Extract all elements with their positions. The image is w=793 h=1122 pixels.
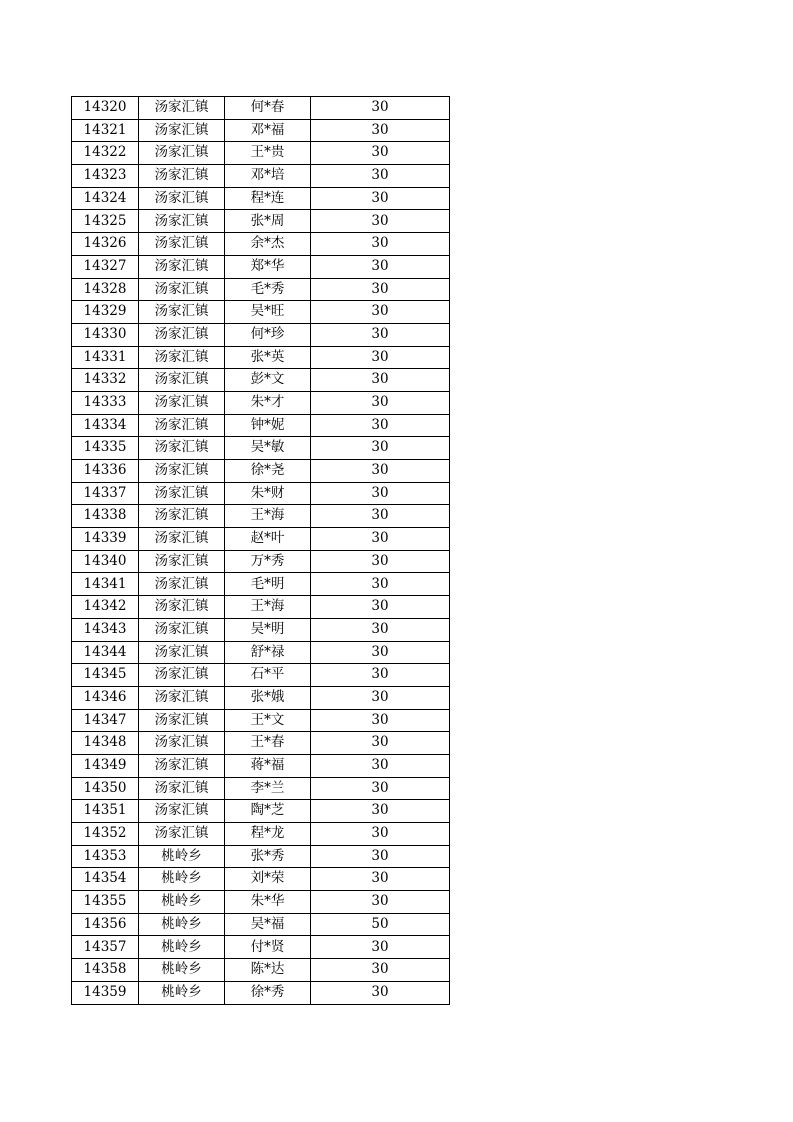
row-number-cell: 14357 — [72, 936, 139, 959]
row-number-cell: 14330 — [72, 323, 139, 346]
table-row — [72, 301, 450, 324]
township-cell: 汤家汇镇 — [139, 255, 225, 278]
table-row — [72, 686, 450, 709]
amount-cell: 30 — [311, 550, 450, 573]
amount-cell: 30 — [311, 391, 450, 414]
row-number-cell: 14323 — [72, 165, 139, 188]
table-row — [72, 573, 450, 596]
table-row — [72, 664, 450, 687]
table-row — [72, 754, 450, 777]
table-row — [72, 210, 450, 233]
table-row — [72, 505, 450, 528]
row-number-cell: 14328 — [72, 278, 139, 301]
name-cell: 李*兰 — [225, 777, 311, 800]
name-cell: 徐*秀 — [225, 981, 311, 1004]
row-number-cell: 14355 — [72, 891, 139, 914]
table-row — [72, 369, 450, 392]
table-row — [72, 255, 450, 278]
row-number-cell: 14346 — [72, 686, 139, 709]
name-cell: 张*秀 — [225, 845, 311, 868]
township-cell: 汤家汇镇 — [139, 618, 225, 641]
row-number-cell: 14358 — [72, 959, 139, 982]
row-number-cell: 14354 — [72, 868, 139, 891]
township-cell: 汤家汇镇 — [139, 323, 225, 346]
amount-cell: 30 — [311, 845, 450, 868]
township-cell: 汤家汇镇 — [139, 709, 225, 732]
amount-cell: 30 — [311, 641, 450, 664]
row-number-cell: 14332 — [72, 369, 139, 392]
row-number-cell: 14356 — [72, 913, 139, 936]
row-number-cell: 14321 — [72, 119, 139, 142]
table-row — [72, 437, 450, 460]
amount-cell: 30 — [311, 936, 450, 959]
table-row — [72, 618, 450, 641]
amount-cell: 30 — [311, 97, 450, 120]
township-cell: 汤家汇镇 — [139, 346, 225, 369]
amount-cell: 30 — [311, 732, 450, 755]
amount-cell: 30 — [311, 664, 450, 687]
township-cell: 汤家汇镇 — [139, 119, 225, 142]
amount-cell: 30 — [311, 210, 450, 233]
name-cell: 王*文 — [225, 709, 311, 732]
name-cell: 钟*妮 — [225, 414, 311, 437]
amount-cell: 30 — [311, 460, 450, 483]
township-cell: 汤家汇镇 — [139, 460, 225, 483]
township-cell: 汤家汇镇 — [139, 596, 225, 619]
table-row — [72, 119, 450, 142]
row-number-cell: 14342 — [72, 596, 139, 619]
amount-cell: 30 — [311, 528, 450, 551]
amount-cell: 30 — [311, 414, 450, 437]
amount-cell: 30 — [311, 596, 450, 619]
township-cell: 汤家汇镇 — [139, 573, 225, 596]
name-cell: 吴*明 — [225, 618, 311, 641]
row-number-cell: 14322 — [72, 142, 139, 165]
amount-cell: 30 — [311, 323, 450, 346]
name-cell: 付*贤 — [225, 936, 311, 959]
name-cell: 郑*华 — [225, 255, 311, 278]
row-number-cell: 14324 — [72, 187, 139, 210]
township-cell: 桃岭乡 — [139, 845, 225, 868]
amount-cell: 30 — [311, 573, 450, 596]
amount-cell: 50 — [311, 913, 450, 936]
township-cell: 桃岭乡 — [139, 981, 225, 1004]
amount-cell: 30 — [311, 618, 450, 641]
row-number-cell: 14331 — [72, 346, 139, 369]
table-row — [72, 528, 450, 551]
table-row — [72, 845, 450, 868]
name-cell: 王*海 — [225, 505, 311, 528]
township-cell: 汤家汇镇 — [139, 823, 225, 846]
name-cell: 邓*福 — [225, 119, 311, 142]
name-cell: 王*海 — [225, 596, 311, 619]
township-cell: 汤家汇镇 — [139, 800, 225, 823]
name-cell: 何*春 — [225, 97, 311, 120]
row-number-cell: 14326 — [72, 233, 139, 256]
township-cell: 汤家汇镇 — [139, 391, 225, 414]
amount-cell: 30 — [311, 891, 450, 914]
township-cell: 汤家汇镇 — [139, 528, 225, 551]
name-cell: 王*春 — [225, 732, 311, 755]
table-row — [72, 165, 450, 188]
row-number-cell: 14348 — [72, 732, 139, 755]
township-cell: 汤家汇镇 — [139, 437, 225, 460]
township-cell: 汤家汇镇 — [139, 414, 225, 437]
table-row — [72, 550, 450, 573]
amount-cell: 30 — [311, 187, 450, 210]
township-cell: 桃岭乡 — [139, 868, 225, 891]
amount-cell: 30 — [311, 346, 450, 369]
name-cell: 吴*旺 — [225, 301, 311, 324]
amount-cell: 30 — [311, 119, 450, 142]
name-cell: 吴*敏 — [225, 437, 311, 460]
table-row — [72, 346, 450, 369]
township-cell: 汤家汇镇 — [139, 550, 225, 573]
name-cell: 张*周 — [225, 210, 311, 233]
name-cell: 邓*培 — [225, 165, 311, 188]
row-number-cell: 14347 — [72, 709, 139, 732]
row-number-cell: 14353 — [72, 845, 139, 868]
row-number-cell: 14325 — [72, 210, 139, 233]
table-row — [72, 233, 450, 256]
row-number-cell: 14343 — [72, 618, 139, 641]
row-number-cell: 14338 — [72, 505, 139, 528]
row-number-cell: 14351 — [72, 800, 139, 823]
row-number-cell: 14333 — [72, 391, 139, 414]
row-number-cell: 14320 — [72, 97, 139, 120]
table-row — [72, 142, 450, 165]
table-row — [72, 482, 450, 505]
table-row — [72, 732, 450, 755]
table-row — [72, 278, 450, 301]
name-cell: 万*秀 — [225, 550, 311, 573]
row-number-cell: 14327 — [72, 255, 139, 278]
amount-cell: 30 — [311, 959, 450, 982]
name-cell: 王*贵 — [225, 142, 311, 165]
amount-cell: 30 — [311, 709, 450, 732]
table-row — [72, 641, 450, 664]
name-cell: 张*英 — [225, 346, 311, 369]
name-cell: 余*杰 — [225, 233, 311, 256]
name-cell: 朱*财 — [225, 482, 311, 505]
name-cell: 程*龙 — [225, 823, 311, 846]
row-number-cell: 14340 — [72, 550, 139, 573]
township-cell: 汤家汇镇 — [139, 777, 225, 800]
data-table — [71, 96, 450, 1005]
amount-cell: 30 — [311, 505, 450, 528]
row-number-cell: 14344 — [72, 641, 139, 664]
amount-cell: 30 — [311, 686, 450, 709]
amount-cell: 30 — [311, 823, 450, 846]
table-row — [72, 891, 450, 914]
name-cell: 张*娥 — [225, 686, 311, 709]
amount-cell: 30 — [311, 278, 450, 301]
name-cell: 赵*叶 — [225, 528, 311, 551]
amount-cell: 30 — [311, 437, 450, 460]
row-number-cell: 14329 — [72, 301, 139, 324]
township-cell: 汤家汇镇 — [139, 210, 225, 233]
township-cell: 桃岭乡 — [139, 936, 225, 959]
row-number-cell: 14352 — [72, 823, 139, 846]
name-cell: 蒋*福 — [225, 754, 311, 777]
row-number-cell: 14336 — [72, 460, 139, 483]
name-cell: 彭*文 — [225, 369, 311, 392]
name-cell: 陶*芝 — [225, 800, 311, 823]
township-cell: 桃岭乡 — [139, 959, 225, 982]
amount-cell: 30 — [311, 255, 450, 278]
amount-cell: 30 — [311, 369, 450, 392]
township-cell: 汤家汇镇 — [139, 482, 225, 505]
name-cell: 徐*尧 — [225, 460, 311, 483]
township-cell: 汤家汇镇 — [139, 165, 225, 188]
name-cell: 朱*才 — [225, 391, 311, 414]
township-cell: 汤家汇镇 — [139, 278, 225, 301]
row-number-cell: 14334 — [72, 414, 139, 437]
amount-cell: 30 — [311, 142, 450, 165]
township-cell: 汤家汇镇 — [139, 369, 225, 392]
name-cell: 毛*秀 — [225, 278, 311, 301]
name-cell: 程*连 — [225, 187, 311, 210]
township-cell: 桃岭乡 — [139, 891, 225, 914]
name-cell: 何*珍 — [225, 323, 311, 346]
table-row — [72, 460, 450, 483]
table-body — [72, 97, 450, 1005]
township-cell: 汤家汇镇 — [139, 505, 225, 528]
township-cell: 汤家汇镇 — [139, 732, 225, 755]
township-cell: 汤家汇镇 — [139, 664, 225, 687]
table-row — [72, 959, 450, 982]
table-row — [72, 823, 450, 846]
table-row — [72, 391, 450, 414]
amount-cell: 30 — [311, 981, 450, 1004]
table-row — [72, 709, 450, 732]
amount-cell: 30 — [311, 777, 450, 800]
name-cell: 舒*禄 — [225, 641, 311, 664]
table-row — [72, 981, 450, 1004]
row-number-cell: 14335 — [72, 437, 139, 460]
township-cell: 汤家汇镇 — [139, 754, 225, 777]
township-cell: 汤家汇镇 — [139, 97, 225, 120]
amount-cell: 30 — [311, 754, 450, 777]
table-row — [72, 777, 450, 800]
row-number-cell: 14350 — [72, 777, 139, 800]
table-row — [72, 596, 450, 619]
row-number-cell: 14345 — [72, 664, 139, 687]
amount-cell: 30 — [311, 301, 450, 324]
township-cell: 汤家汇镇 — [139, 142, 225, 165]
table-row — [72, 414, 450, 437]
township-cell: 汤家汇镇 — [139, 686, 225, 709]
row-number-cell: 14339 — [72, 528, 139, 551]
township-cell: 汤家汇镇 — [139, 233, 225, 256]
name-cell: 陈*达 — [225, 959, 311, 982]
name-cell: 石*平 — [225, 664, 311, 687]
table-row — [72, 936, 450, 959]
township-cell: 汤家汇镇 — [139, 187, 225, 210]
name-cell: 朱*华 — [225, 891, 311, 914]
table-row — [72, 97, 450, 120]
name-cell: 吴*福 — [225, 913, 311, 936]
row-number-cell: 14337 — [72, 482, 139, 505]
table-row — [72, 187, 450, 210]
table-row — [72, 800, 450, 823]
amount-cell: 30 — [311, 800, 450, 823]
amount-cell: 30 — [311, 868, 450, 891]
table-row — [72, 868, 450, 891]
row-number-cell: 14341 — [72, 573, 139, 596]
amount-cell: 30 — [311, 233, 450, 256]
row-number-cell: 14349 — [72, 754, 139, 777]
township-cell: 汤家汇镇 — [139, 641, 225, 664]
name-cell: 刘*荣 — [225, 868, 311, 891]
township-cell: 桃岭乡 — [139, 913, 225, 936]
amount-cell: 30 — [311, 482, 450, 505]
township-cell: 汤家汇镇 — [139, 301, 225, 324]
table-row — [72, 913, 450, 936]
table-row — [72, 323, 450, 346]
amount-cell: 30 — [311, 165, 450, 188]
row-number-cell: 14359 — [72, 981, 139, 1004]
name-cell: 毛*明 — [225, 573, 311, 596]
